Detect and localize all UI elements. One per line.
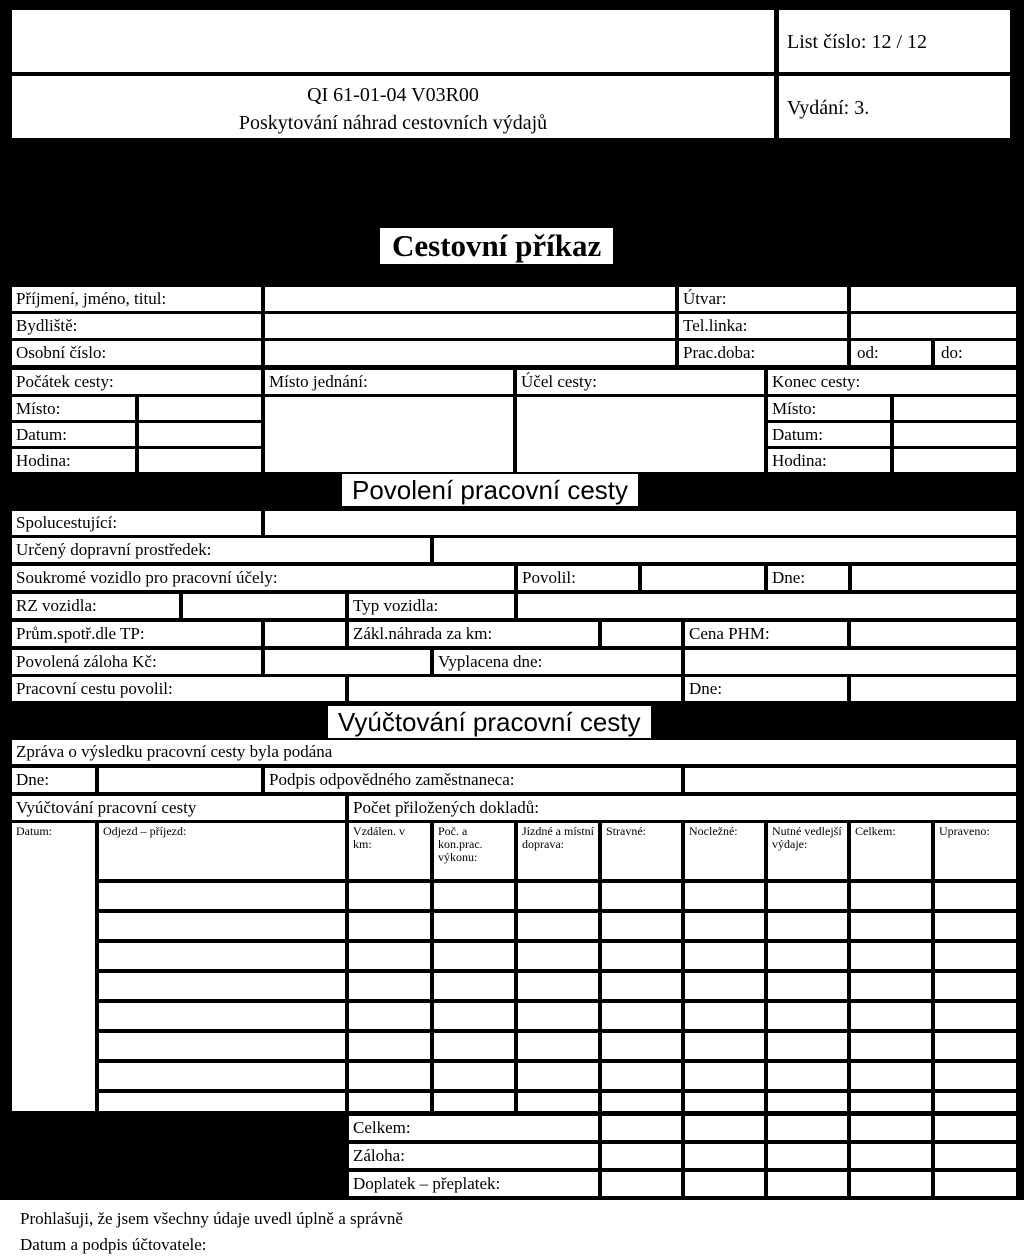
declaration-text: Prohlašuji, že jsem všechny údaje uvedl úplně a správně [20,1209,403,1228]
plate-field[interactable] [183,594,345,618]
table-cell[interactable] [685,1003,764,1029]
personal-no-field[interactable] [265,341,675,365]
advance-label: Povolená záloha Kč: [12,650,261,674]
table-cell[interactable] [685,883,764,909]
col-date: Datum: [12,823,95,1111]
table-cell[interactable] [768,883,847,909]
table-cell[interactable] [602,913,681,939]
end-place-field[interactable] [894,397,1016,420]
totals-cell[interactable] [851,1144,931,1168]
table-cell[interactable] [434,973,514,999]
table-cell[interactable] [935,973,1016,999]
table-cell[interactable] [851,943,931,969]
table-cell[interactable] [935,883,1016,909]
table-cell[interactable] [768,943,847,969]
start-date-field[interactable] [139,423,261,446]
col-dep-arr: Odjezd – příjezd: [99,823,345,879]
name-label: Příjmení, jméno, titul: [12,287,261,311]
table-cell[interactable] [518,1003,598,1029]
meeting-place-label: Místo jednání: [265,370,513,394]
doc-title: Poskytování náhrad cestovních výdajů [238,112,548,134]
table-cell[interactable] [349,943,430,969]
settlement-heading: Vyúčtování pracovní cesty [328,706,651,738]
table-cell[interactable] [768,973,847,999]
start-hour-field[interactable] [139,449,261,472]
table-cell[interactable] [602,1093,681,1111]
table-cell[interactable] [935,1033,1016,1059]
report-day-field[interactable] [99,768,261,792]
table-cell[interactable] [935,913,1016,939]
trip-start-label: Počátek cesty: [12,370,261,394]
report-day-label: Dne: [12,768,95,792]
trip-end-label: Konec cesty: [768,370,1016,394]
totals-cell[interactable] [768,1172,847,1196]
signature-text: Datum a podpis účtovatele: [20,1235,207,1254]
table-cell[interactable] [685,1093,764,1111]
phone-label: Tel.linka: [679,314,847,338]
table-cell[interactable] [935,1063,1016,1089]
table-cell[interactable] [685,1063,764,1089]
meeting-place-field[interactable] [265,397,513,472]
start-date-label: Datum: [12,423,135,446]
table-cell[interactable] [768,1033,847,1059]
phone-field[interactable] [851,314,1016,338]
table-cell[interactable] [602,883,681,909]
totals-cell[interactable] [935,1172,1016,1196]
totals-cell[interactable] [768,1144,847,1168]
table-cell[interactable] [851,1063,931,1089]
advance-field[interactable] [265,650,430,674]
table-cell[interactable] [434,943,514,969]
header-left-top [12,10,774,72]
totals-cell[interactable] [851,1116,931,1140]
settlement-label: Vyúčtování pracovní cesty [12,796,345,820]
col-total: Celkem: [851,823,931,879]
table-cell[interactable] [99,973,345,999]
table-cell[interactable] [349,973,430,999]
table-cell[interactable] [434,1003,514,1029]
from-label: od: [851,341,931,365]
trip-approved-field[interactable] [349,677,681,701]
end-hour-label: Hodina: [768,449,890,472]
start-hour-label: Hodina: [12,449,135,472]
table-cell[interactable] [349,1033,430,1059]
col-distance: Vzdálen. v km: [349,823,430,879]
approved-by-field[interactable] [642,566,764,590]
docs-count-label: Počet přiložených dokladů: [349,796,1016,820]
table-cell[interactable] [99,913,345,939]
to-label: do: [935,341,1016,365]
residence-label: Bydliště: [12,314,261,338]
table-cell[interactable] [935,1093,1016,1111]
trip-approved-day-field[interactable] [851,677,1016,701]
totals-cell[interactable] [602,1144,681,1168]
approved-by-label: Povolil: [518,566,638,590]
totals-cell[interactable] [935,1144,1016,1168]
totals-cell[interactable] [768,1116,847,1140]
paid-on-label: Vyplacena dne: [434,650,681,674]
table-cell[interactable] [518,1093,598,1111]
purpose-field[interactable] [517,397,764,472]
vehicle-type-field[interactable] [518,594,1016,618]
col-work: Poč. a kon.prac. výkonu: [434,823,514,879]
plate-label: RZ vozidla: [12,594,179,618]
table-cell[interactable] [434,1033,514,1059]
private-vehicle-label: Soukromé vozidlo pro pracovní účely: [12,566,514,590]
table-cell[interactable] [349,883,430,909]
table-cell[interactable] [602,1003,681,1029]
table-cell[interactable] [349,1093,430,1111]
table-cell[interactable] [349,913,430,939]
table-cell[interactable] [99,883,345,909]
name-field[interactable] [265,287,675,311]
totals-cell[interactable] [602,1116,681,1140]
table-cell[interactable] [518,883,598,909]
approved-day-field[interactable] [852,566,1016,590]
table-cell[interactable] [768,1063,847,1089]
signature-label: Podpis odpovědného zaměstnaneca: [265,768,681,792]
table-cell[interactable] [518,1033,598,1059]
table-cell[interactable] [935,1003,1016,1029]
table-cell[interactable] [99,1063,345,1089]
trip-approved-day-label: Dne: [685,677,847,701]
table-cell[interactable] [434,1093,514,1111]
table-cell[interactable] [602,973,681,999]
table-cell[interactable] [851,913,931,939]
end-place-label: Místo: [768,397,890,420]
table-cell[interactable] [518,973,598,999]
edition: Vydání: 3. [779,76,1010,138]
col-meals: Stravné: [602,823,681,879]
advance-total-label: Záloha: [349,1144,598,1168]
fuel-price-field[interactable] [851,622,1016,646]
permission-heading: Povolení pracovní cesty [342,474,638,506]
table-cell[interactable] [685,943,764,969]
fuel-price-label: Cena PHM: [685,622,847,646]
start-place-label: Místo: [12,397,135,420]
totals-cell[interactable] [685,1144,764,1168]
end-date-label: Datum: [768,423,890,446]
consumption-label: Prům.spotř.dle TP: [12,622,261,646]
companions-field[interactable] [265,511,1016,535]
col-adjusted: Upraveno: [935,823,1016,879]
personal-no-label: Osobní číslo: [12,341,261,365]
table-cell[interactable] [851,1093,931,1111]
vehicle-type-label: Typ vozidla: [349,594,514,618]
col-fare: Jízdné a místní doprava: [518,823,598,879]
table-cell[interactable] [518,913,598,939]
balance-label: Doplatek – přeplatek: [349,1172,598,1196]
table-cell[interactable] [602,1033,681,1059]
unit-field[interactable] [851,287,1016,311]
trip-approved-label: Pracovní cestu povolil: [12,677,345,701]
col-night: Nocležné: [685,823,764,879]
consumption-field[interactable] [265,622,345,646]
page-title: Cestovní příkaz [380,228,613,264]
table-cell[interactable] [99,1093,345,1111]
table-cell[interactable] [99,943,345,969]
table-cell[interactable] [768,1093,847,1111]
table-cell[interactable] [434,1063,514,1089]
table-cell[interactable] [434,913,514,939]
table-cell[interactable] [349,1003,430,1029]
table-cell[interactable] [99,1033,345,1059]
table-cell[interactable] [851,1033,931,1059]
table-cell[interactable] [685,913,764,939]
companions-label: Spolucestující: [12,511,261,535]
signature-field[interactable] [685,768,1016,792]
doc-code: QI 61-01-04 V03R00 [307,84,479,106]
transport-label: Určený dopravní prostředek: [12,538,430,562]
table-cell[interactable] [768,1003,847,1029]
table-cell[interactable] [518,1063,598,1089]
end-hour-field[interactable] [894,449,1016,472]
table-cell[interactable] [685,973,764,999]
purpose-label: Účel cesty: [517,370,764,394]
table-cell[interactable] [851,973,931,999]
table-cell[interactable] [434,883,514,909]
start-place-field[interactable] [139,397,261,420]
table-cell[interactable] [518,943,598,969]
unit-label: Útvar: [679,287,847,311]
work-time-label: Prac.doba: [679,341,847,365]
sheet-number: List číslo: 12 / 12 [779,10,1010,72]
table-cell[interactable] [602,1063,681,1089]
table-cell[interactable] [768,913,847,939]
approved-day-label: Dne: [768,566,848,590]
end-date-field[interactable] [894,423,1016,446]
paid-on-field[interactable] [685,650,1016,674]
table-cell[interactable] [602,943,681,969]
table-cell[interactable] [935,943,1016,969]
table-cell[interactable] [99,1003,345,1029]
base-rate-label: Zákl.náhrada za km: [349,622,598,646]
transport-field[interactable] [434,538,1016,562]
totals-cell[interactable] [602,1172,681,1196]
base-rate-field[interactable] [602,622,681,646]
totals-cell[interactable] [935,1116,1016,1140]
totals-cell[interactable] [685,1172,764,1196]
table-cell[interactable] [851,1003,931,1029]
report-label: Zpráva o výsledku pracovní cesty byla podána [12,740,1016,764]
table-cell[interactable] [851,883,931,909]
col-extra: Nutné vedlejší výdaje: [768,823,847,879]
residence-field[interactable] [265,314,675,338]
total-label: Celkem: [349,1116,598,1140]
totals-cell[interactable] [685,1116,764,1140]
totals-cell[interactable] [851,1172,931,1196]
table-cell[interactable] [685,1033,764,1059]
table-cell[interactable] [349,1063,430,1089]
